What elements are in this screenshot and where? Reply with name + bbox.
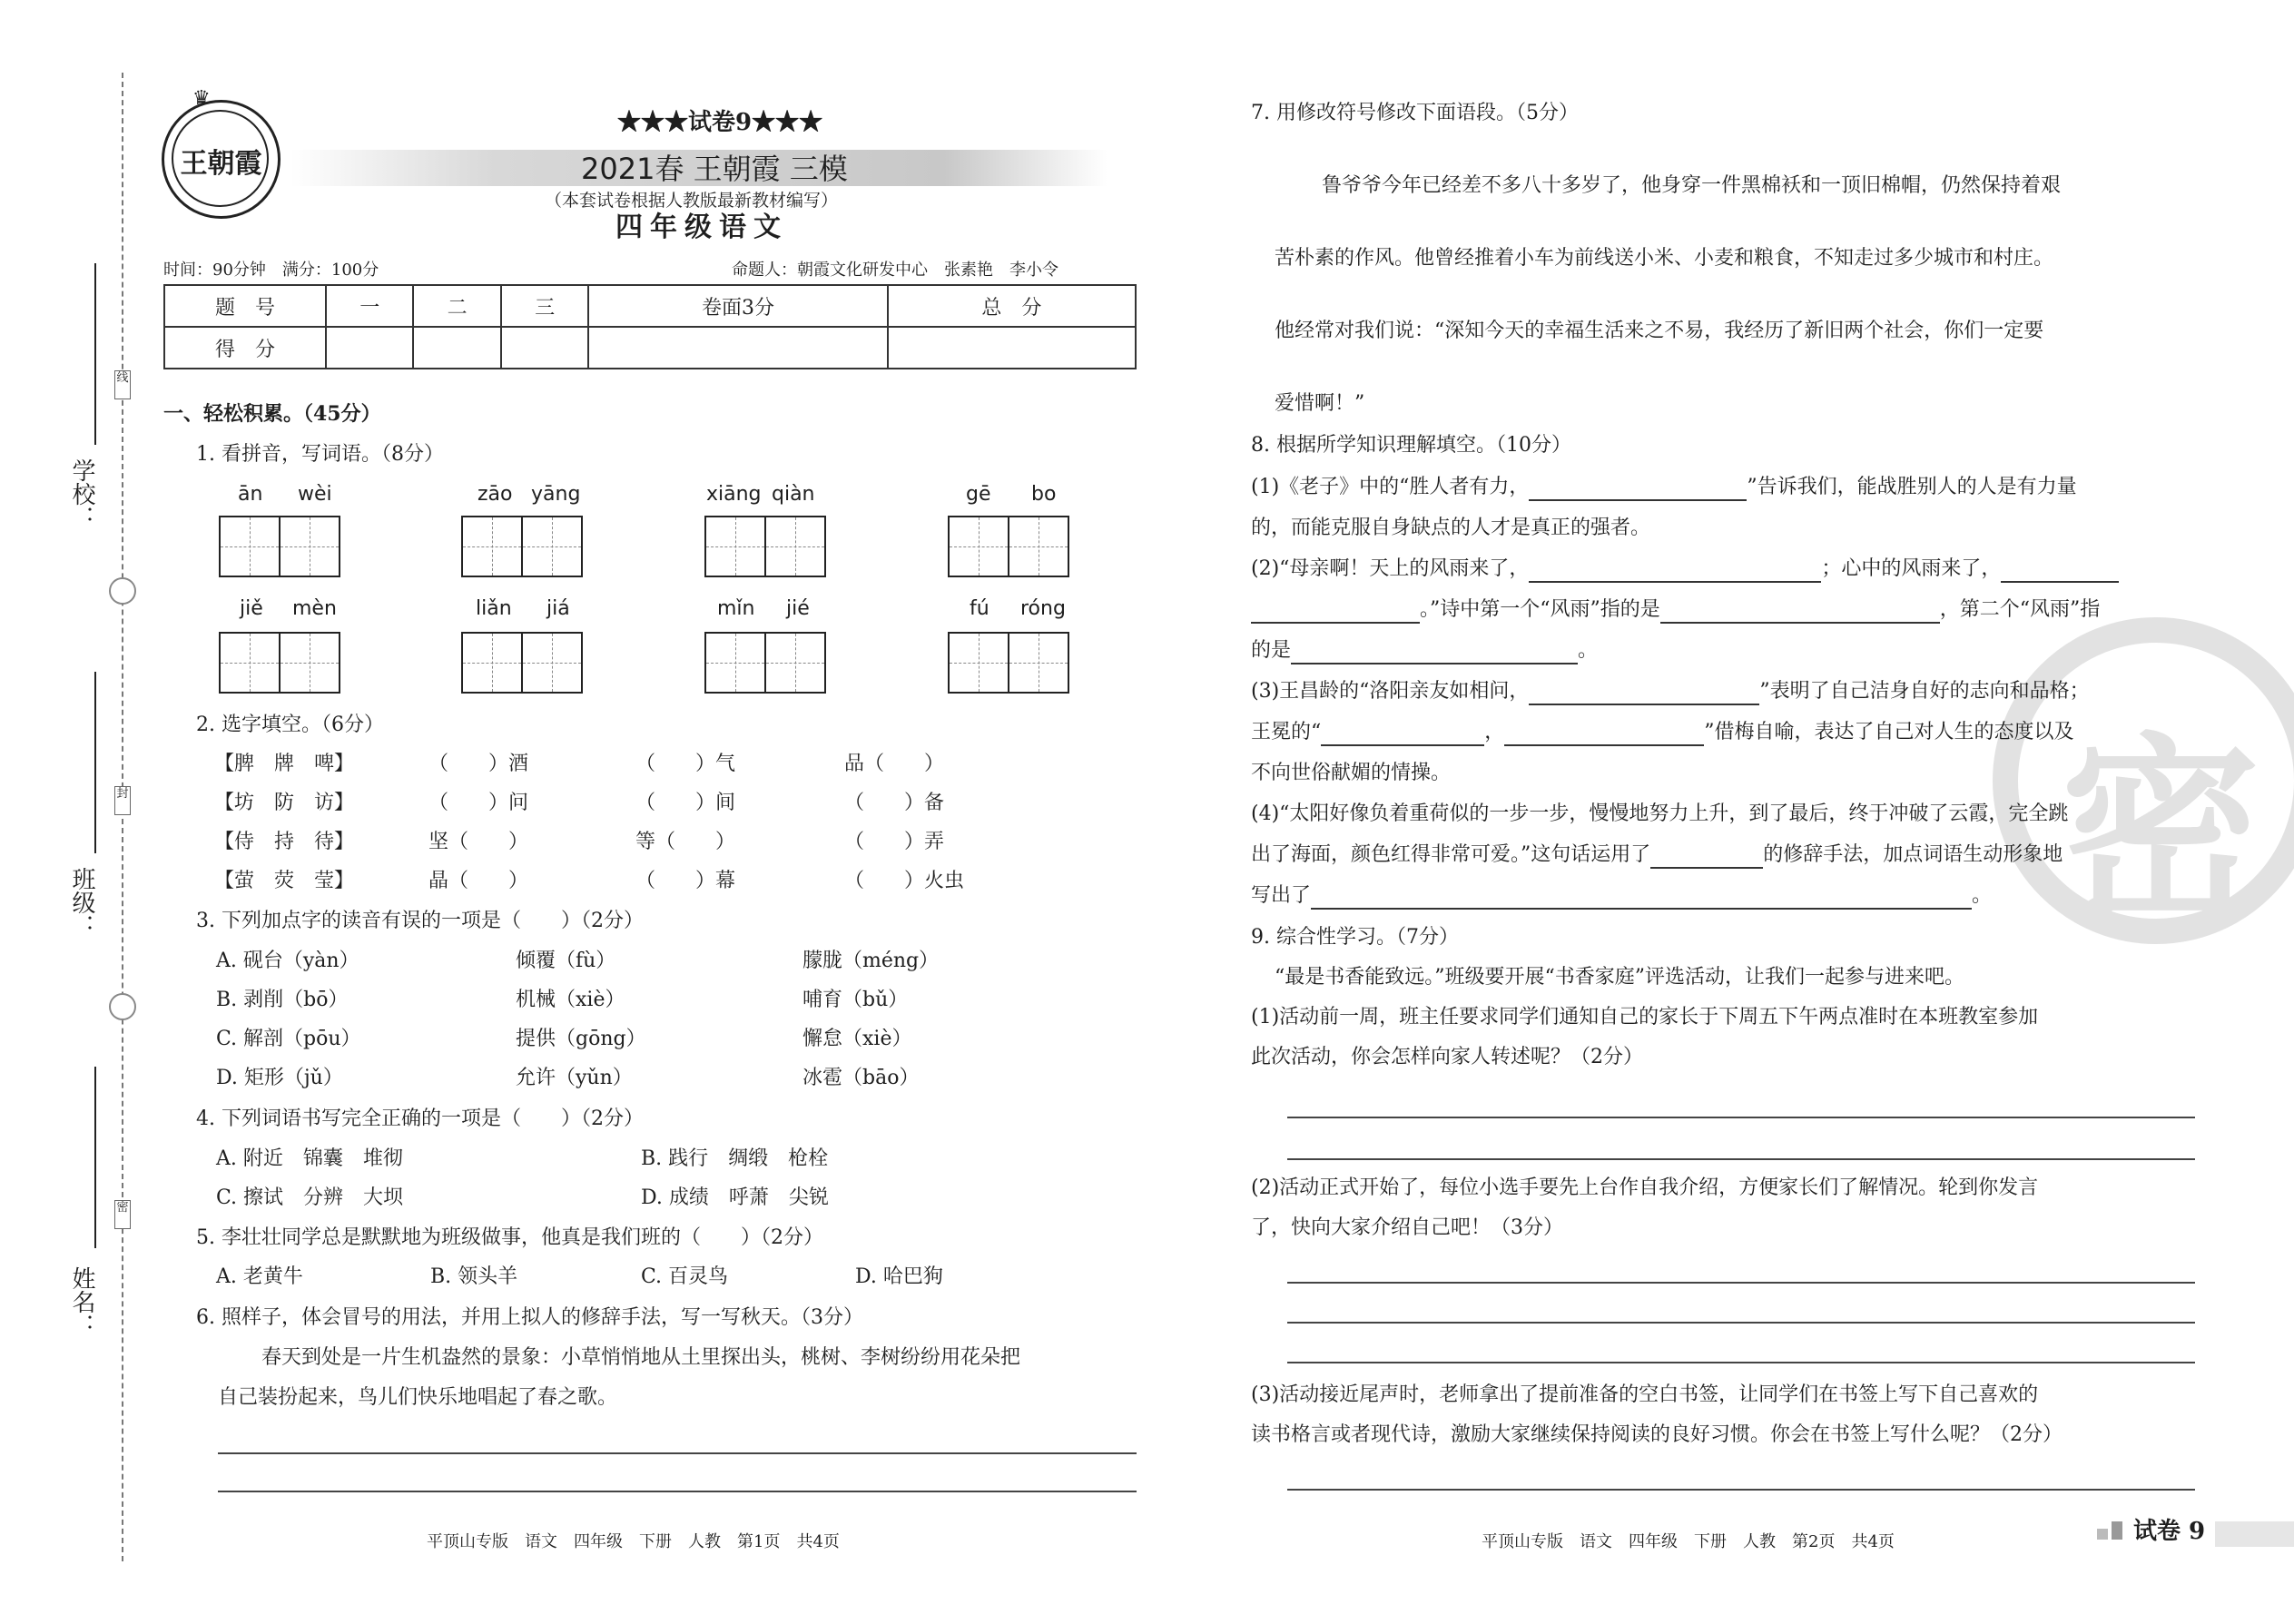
q9-subquestion: (3)活动接近尾声时，老师拿出了提前准备的空白书签，让同学们在书签上写下自己喜欢的 (1251, 1383, 2039, 1406)
q2-char-group: 【萤 荧 莹】 (214, 870, 355, 892)
q8-text: (1)《老子》中的“胜人者有力， (1251, 476, 1530, 498)
q2-blank[interactable]: （ ）问 (428, 792, 529, 814)
name-field-line[interactable] (94, 1067, 96, 1248)
answer-line[interactable] (1287, 1362, 2195, 1363)
q8-text: ， (1484, 721, 1505, 743)
score-input-cell[interactable] (413, 327, 500, 369)
fill-blank[interactable] (1529, 477, 1747, 501)
q2-blank[interactable]: 晶（ ） (428, 870, 529, 892)
score-cell: 三 (501, 285, 588, 327)
pinyin-label: yāng (531, 483, 581, 506)
q9-subquestion: 读书格言或者现代诗，激励大家继续保持阅读的良好习惯。你会在书签上写什么呢？（2分） (1251, 1423, 2063, 1446)
school-label: 学校： (68, 458, 95, 529)
q9-subquestion: (1)活动前一周，班主任要求同学们通知自己的家长于下周五下午两点准时在本班教室参加 (1251, 1006, 2039, 1029)
question-9: 9. 综合性学习。（7分） (1251, 926, 1459, 949)
q2-char-group: 【脾 牌 啤】 (214, 753, 355, 775)
q8-text: 。 (1578, 639, 1599, 662)
q2-blank[interactable]: （ ）间 (635, 792, 736, 814)
page-footer: 平顶山专版 语文 四年级 下册 人教 第2页 共4页 (1482, 1532, 1895, 1551)
pinyin-label: bo (1031, 483, 1057, 506)
q2-char-group: 【侍 持 待】 (214, 831, 355, 853)
gutter-mark-xian: 线 (114, 370, 131, 399)
score-table (163, 284, 1137, 369)
corner-decoration (2097, 1529, 2108, 1540)
writing-grid[interactable] (219, 516, 339, 577)
q3-option: 懈怠（xiè） (802, 1028, 912, 1050)
school-field-line[interactable] (94, 263, 96, 445)
score-input-cell[interactable] (326, 327, 413, 369)
gutter-mark-mi: 密 (114, 1200, 131, 1229)
pinyin-label: róng (1020, 597, 1066, 620)
writing-grid[interactable] (704, 516, 824, 577)
q8-text: 的修辞手法，加点词语生动形象地 (1763, 843, 2063, 866)
fill-blank[interactable] (1251, 600, 1420, 624)
pinyin-label: fú (970, 597, 989, 620)
exam-time-info: 时间：90分钟 满分：100分 (163, 261, 379, 280)
q2-blank[interactable]: （ ）弄 (844, 831, 945, 853)
pinyin-label: wèi (298, 483, 332, 506)
q8-text: 王冕的“ (1251, 721, 1322, 743)
binding-ring-icon (109, 993, 136, 1020)
grade-title: 四年级语文 (615, 212, 788, 243)
q8-text: (2)“母亲啊！天上的风雨来了， (1251, 557, 1530, 580)
answer-line[interactable] (218, 1491, 1137, 1492)
fill-blank[interactable] (1650, 845, 1763, 869)
writing-grid[interactable] (461, 632, 581, 694)
corner-exam-label: 试卷 9 (2133, 1518, 2206, 1545)
question-2: 2. 选字填空。（6分） (196, 714, 384, 736)
fill-blank[interactable] (1311, 886, 1972, 910)
fill-blank[interactable] (1660, 600, 1940, 624)
q3-option: C. 解剖（pōu） (216, 1028, 361, 1050)
q2-blank[interactable]: （ ）气 (635, 753, 736, 775)
corner-decoration (2112, 1521, 2122, 1540)
q4-option: A. 附近 锦囊 堆彻 (216, 1147, 403, 1170)
q7-paragraph: 他经常对我们说：“深知今天的幸福生活来之不易，我经历了新旧两个社会，你们一定要 (1275, 320, 2044, 342)
binding-dashed-line (122, 73, 123, 1561)
q8-text: 的，而能克服自身缺点的人才是真正的强者。 (1251, 517, 1651, 539)
q9-intro: “最是书香能致远。”班级要开展“书香家庭”评选活动，让我们一起参与进来吧。 (1275, 966, 1964, 989)
q3-option: 朦胧（méng） (802, 950, 940, 972)
answer-line[interactable] (1287, 1322, 2195, 1324)
fill-blank[interactable] (1504, 723, 1704, 746)
q2-char-group: 【坊 防 访】 (214, 792, 355, 814)
pinyin-label: zāo (478, 483, 513, 506)
q2-blank[interactable]: （ ）酒 (428, 753, 529, 775)
q3-option: 提供（gōng） (516, 1028, 646, 1050)
q2-blank[interactable]: 等（ ） (635, 831, 736, 853)
score-input-cell[interactable] (588, 327, 887, 369)
q3-option: B. 剥削（bō） (216, 989, 349, 1011)
q8-line (1251, 474, 2077, 501)
q5-option: A. 老黄牛 (216, 1265, 303, 1288)
score-table-score-row (164, 327, 1136, 369)
q8-text: 出了海面，颜色红得非常可爱。”这句话运用了 (1251, 843, 1651, 866)
q8-line (1251, 842, 2063, 869)
page-footer: 平顶山专版 语文 四年级 下册 人教 第1页 共4页 (427, 1532, 840, 1551)
pinyin-label: jiá (546, 597, 570, 620)
fill-blank[interactable] (1529, 559, 1821, 583)
score-table-header-row (164, 285, 1136, 327)
question-7: 7. 用修改符号修改下面语段。（5分） (1251, 102, 1579, 124)
writing-grid[interactable] (219, 632, 339, 694)
q8-text: 不向世俗献媚的情操。 (1251, 762, 1452, 784)
score-input-cell[interactable] (888, 327, 1136, 369)
fill-blank[interactable] (2001, 559, 2119, 583)
q8-line (1251, 637, 1598, 664)
q8-line (1251, 882, 1992, 910)
score-cell: 总 分 (888, 285, 1136, 327)
q9-subquestion: 了，快向大家介绍自己吧！（3分） (1251, 1216, 1563, 1239)
gutter-mark-feng: 封 (114, 786, 131, 815)
q3-option: 允许（yǔn） (516, 1067, 633, 1089)
logo-emblem (162, 100, 281, 219)
pinyin-label: mǐn (717, 597, 755, 620)
q8-line (1251, 719, 2074, 746)
question-1: 1. 看拼音，写词语。（8分） (196, 443, 444, 466)
writing-grid[interactable] (948, 632, 1068, 694)
pinyin-label: mèn (292, 597, 337, 620)
writing-grid[interactable] (948, 516, 1068, 577)
q8-text: 。”诗中第一个“风雨”指的是 (1420, 598, 1660, 621)
q6-example-text: 春天到处是一片生机盎然的景象：小草悄悄地从土里探出头，桃树、李树纷纷用花朵把 (261, 1346, 1021, 1369)
q3-option: 哺育（bǔ） (802, 989, 909, 1011)
pinyin-label: ān (238, 483, 263, 506)
question-5: 5. 李壮壮同学总是默默地为班级做事，他真是我们班的（ ）（2分） (196, 1226, 823, 1249)
crown-icon: ♛ (192, 87, 211, 110)
writing-grid[interactable] (461, 516, 581, 577)
q3-option: A. 砚台（yàn） (216, 950, 359, 972)
exam-number: ★★★试卷9★★★ (617, 109, 823, 136)
q8-text: (3)王昌龄的“洛阳亲友如相问， (1251, 680, 1530, 703)
q9-subquestion: (2)活动正式开始了，每位小选手要先上台作自我介绍，方便家长们了解情况。轮到你发言 (1251, 1176, 2039, 1199)
question-4: 4. 下列词语书写完全正确的一项是（ ）（2分） (196, 1107, 644, 1130)
q3-option: 机械（xiè） (516, 989, 625, 1011)
q8-line (1251, 678, 2090, 705)
q8-line (1251, 596, 2100, 624)
answer-line[interactable] (218, 1452, 1137, 1454)
answer-line[interactable] (1287, 1282, 2195, 1284)
q2-blank[interactable]: 品（ ） (844, 753, 945, 775)
q6-example-text: 自己装扮起来，鸟儿们快乐地唱起了春之歌。 (218, 1386, 618, 1409)
q2-blank[interactable]: 坚（ ） (428, 831, 529, 853)
q8-line (1251, 556, 2119, 583)
section-1-heading: 一、轻松积累。（45分） (163, 402, 381, 426)
question-6: 6. 照样子，体会冒号的用法，并用上拟人的修辞手法，写一写秋天。（3分） (196, 1306, 863, 1329)
binding-ring-icon (109, 577, 136, 605)
q4-option: C. 擦试 分辨 大坝 (216, 1186, 404, 1209)
q3-option: 冰雹（bāo） (802, 1067, 920, 1089)
q7-paragraph: 鲁爷爷今年已经差不多八十多岁了，他身穿一件黑棉袄和一顶旧棉帽，仍然保持着艰 (1322, 174, 2062, 197)
writing-grid[interactable] (704, 632, 824, 694)
logo-text: 王朝霞 (180, 148, 262, 180)
pinyin-label: gē (966, 483, 991, 506)
score-input-cell[interactable] (501, 327, 588, 369)
q7-paragraph: 爱惜啊！” (1275, 392, 1365, 415)
score-cell: 一 (326, 285, 413, 327)
answer-line[interactable] (1287, 1117, 2195, 1118)
score-cell: 二 (413, 285, 500, 327)
q8-text: 的是 (1251, 639, 1292, 662)
q8-text: 。 (1972, 884, 1993, 907)
q3-option: D. 矩形（jǔ） (216, 1067, 343, 1089)
fill-blank[interactable] (1321, 723, 1484, 746)
name-label: 姓名： (68, 1266, 95, 1337)
q8-text: ”借梅自喻，表达了自己对人生的态度以及 (1704, 721, 2074, 743)
pinyin-label: qiàn (772, 483, 815, 506)
class-label: 班级： (68, 867, 95, 938)
question-3: 3. 下列加点字的读音有误的一项是（ ）（2分） (196, 910, 644, 932)
q2-blank[interactable]: （ ）幕 (635, 870, 736, 892)
q3-option: 倾覆（fù） (516, 950, 616, 972)
exam-subtitle: （本套试卷根据人教版最新教材编写） (545, 191, 839, 211)
corner-decoration (2215, 1521, 2294, 1547)
q7-paragraph: 苦朴素的作风。他曾经推着小车为前线送小米、小麦和粮食，不知走过多少城市和村庄。 (1275, 247, 2054, 270)
q8-text: ；心中的风雨来了， (1821, 557, 2002, 580)
q8-text: ”告诉我们，能战胜别人的人是有力量 (1747, 476, 2077, 498)
q8-text: ，第二个“风雨”指 (1939, 598, 2101, 621)
watermark-seal-char: 密 (2061, 714, 2261, 949)
q5-option: B. 领头羊 (430, 1265, 518, 1288)
exam-authors: 命题人：朝霞文化研发中心 张素艳 李小令 (732, 261, 1058, 280)
answer-line[interactable] (1287, 1158, 2195, 1160)
class-field-line[interactable] (94, 672, 96, 853)
fill-blank[interactable] (1291, 641, 1578, 664)
answer-line[interactable] (1287, 1489, 2195, 1491)
score-cell: 卷面3分 (588, 285, 887, 327)
q4-option: D. 成绩 呼萧 尖锐 (641, 1186, 829, 1209)
score-cell: 题 号 (164, 285, 326, 327)
q5-option: D. 哈巴狗 (855, 1265, 943, 1288)
fill-blank[interactable] (1529, 682, 1759, 705)
score-cell: 得 分 (164, 327, 326, 369)
q2-blank[interactable]: （ ）备 (844, 792, 945, 814)
question-8: 8. 根据所学知识理解填空。（10分） (1251, 434, 1571, 457)
q8-text: 写出了 (1251, 884, 1312, 907)
pinyin-label: jiě (240, 597, 263, 620)
q9-subquestion: 此次活动，你会怎样向家人转述呢？（2分） (1251, 1046, 1643, 1068)
q2-blank[interactable]: （ ）火虫 (844, 870, 965, 892)
pinyin-label: jié (786, 597, 810, 620)
exam-title: 2021春 王朝霞 三模 (581, 152, 848, 186)
q8-text: (4)“太阳好像负着重荷似的一步一步，慢慢地努力上升，到了最后，终于冲破了云霞，完全跳 (1251, 802, 2069, 825)
pinyin-label: liǎn (476, 597, 512, 620)
q8-text: ”表明了自己洁身自好的志向和品格； (1759, 680, 2090, 703)
q5-option: C. 百灵鸟 (641, 1265, 729, 1288)
q4-option: B. 践行 绸缎 枪栓 (641, 1147, 829, 1170)
pinyin-label: xiāng (706, 483, 762, 506)
